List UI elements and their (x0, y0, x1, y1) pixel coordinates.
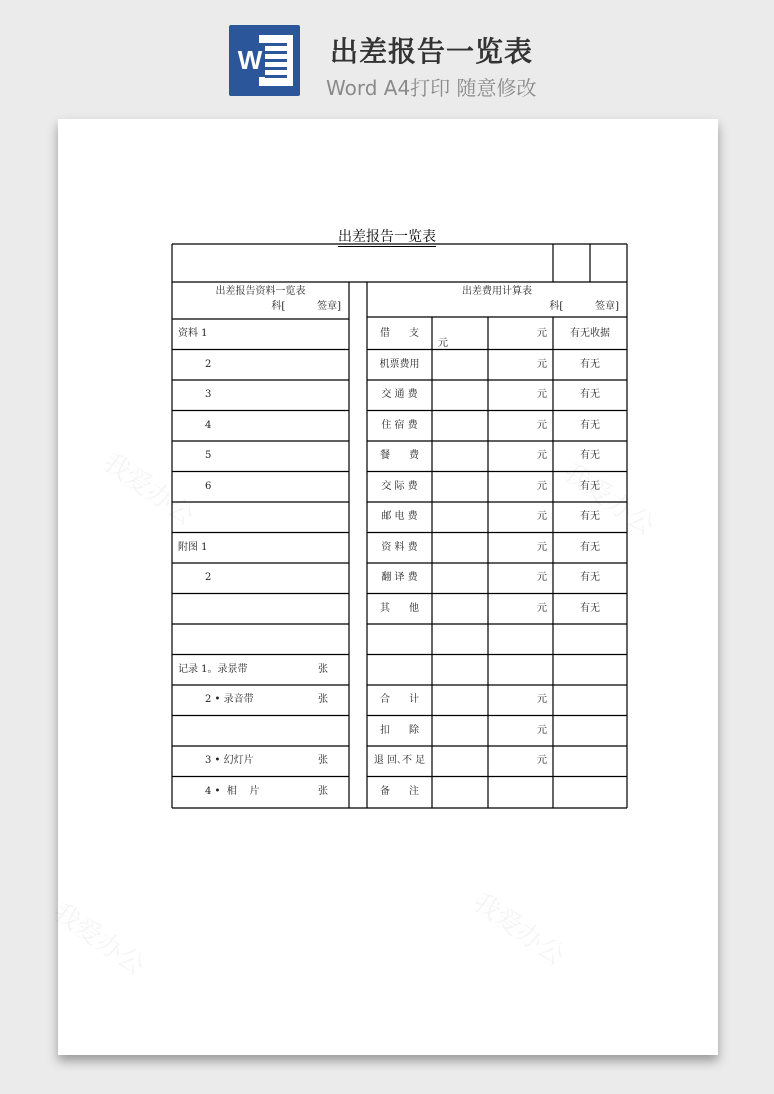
expense-amount: 元 (537, 511, 547, 522)
expense-amount: 元 (537, 419, 547, 431)
left-row-label: 3 • 幻灯片 (205, 755, 254, 766)
expense-item: 翻 译 费 (381, 572, 418, 583)
expense-item: 备 注 (379, 785, 420, 797)
expense-receipt: 有无 (580, 480, 600, 492)
expense-receipt: 有无 (580, 389, 600, 400)
expense-amount: 元 (537, 450, 547, 461)
left-header-sign: 科[ 签章] (271, 301, 341, 312)
expense-receipt: 有无 (580, 511, 600, 522)
expense-item: 机票费用 (379, 358, 420, 370)
left-row-label: 资料 1 (178, 328, 208, 339)
left-row-count: 张 (318, 663, 328, 675)
expense-item: 退 回､不 足 (373, 755, 426, 766)
expense-unit: 元 (438, 338, 448, 349)
left-row-label: 2 (205, 358, 212, 370)
left-header-title: 出差报告资料一览表 (215, 286, 306, 297)
expense-receipt: 有无 (580, 419, 600, 431)
expense-item: 扣 除 (379, 724, 420, 736)
left-row-label: 2 • 录音带 (205, 694, 254, 705)
left-row-label: 记录 1。录景带 (178, 663, 248, 675)
expense-item: 其 他 (379, 602, 420, 614)
watermark (97, 443, 203, 533)
expense-item: 合 计 (379, 694, 420, 705)
expense-item: 资 料 费 (381, 541, 418, 553)
expense-receipt: 有无收据 (570, 328, 610, 339)
expense-amount: 元 (537, 328, 547, 339)
expense-receipt: 有无 (580, 572, 600, 583)
expense-item: 餐 费 (379, 450, 420, 461)
watermark (467, 883, 573, 973)
banner-title: 出差报告一览表 (330, 35, 534, 68)
expense-amount: 元 (537, 541, 547, 553)
expense-amount: 元 (537, 572, 547, 583)
expense-item: 邮 电 费 (381, 511, 418, 522)
expense-item: 交 际 费 (381, 480, 418, 492)
expense-item: 交 通 费 (381, 389, 418, 400)
expense-amount: 元 (537, 724, 547, 736)
left-row-label: 5 (205, 450, 212, 461)
banner (0, 0, 774, 110)
expense-item: 住 宿 费 (381, 419, 418, 431)
form-title: 出差报告一览表 (338, 229, 436, 245)
expense-amount: 元 (537, 694, 547, 705)
word-icon (229, 25, 300, 96)
word-letter: W (235, 43, 265, 77)
left-row-label: 2 (205, 572, 212, 583)
document-page (58, 119, 718, 1055)
expense-amount: 元 (537, 358, 547, 370)
expense-amount: 元 (537, 389, 547, 400)
expense-item: 借 支 (379, 328, 420, 339)
expense-amount: 元 (537, 480, 547, 492)
left-row-label: 4 (205, 419, 212, 431)
watermark (47, 893, 153, 983)
expense-amount: 元 (537, 755, 547, 766)
watermark (557, 453, 663, 543)
left-row-label: 4 • 相 片 (205, 785, 260, 797)
banner-subtitle: Word A4打印 随意修改 (326, 76, 537, 100)
expense-receipt: 有无 (580, 541, 600, 553)
left-row-count: 张 (318, 755, 328, 766)
expense-receipt: 有无 (580, 450, 600, 461)
expense-amount: 元 (537, 602, 547, 614)
left-row-label: 附图 1 (178, 541, 208, 553)
left-row-count: 张 (318, 694, 328, 705)
left-row-label: 3 (205, 389, 212, 400)
left-row-count: 张 (318, 785, 328, 797)
right-header-title: 出差费用计算表 (462, 286, 532, 297)
expense-receipt: 有无 (580, 602, 600, 614)
left-row-label: 6 (205, 480, 212, 492)
expense-receipt: 有无 (580, 358, 600, 370)
right-header-sign: 科[ 签章] (549, 301, 619, 312)
